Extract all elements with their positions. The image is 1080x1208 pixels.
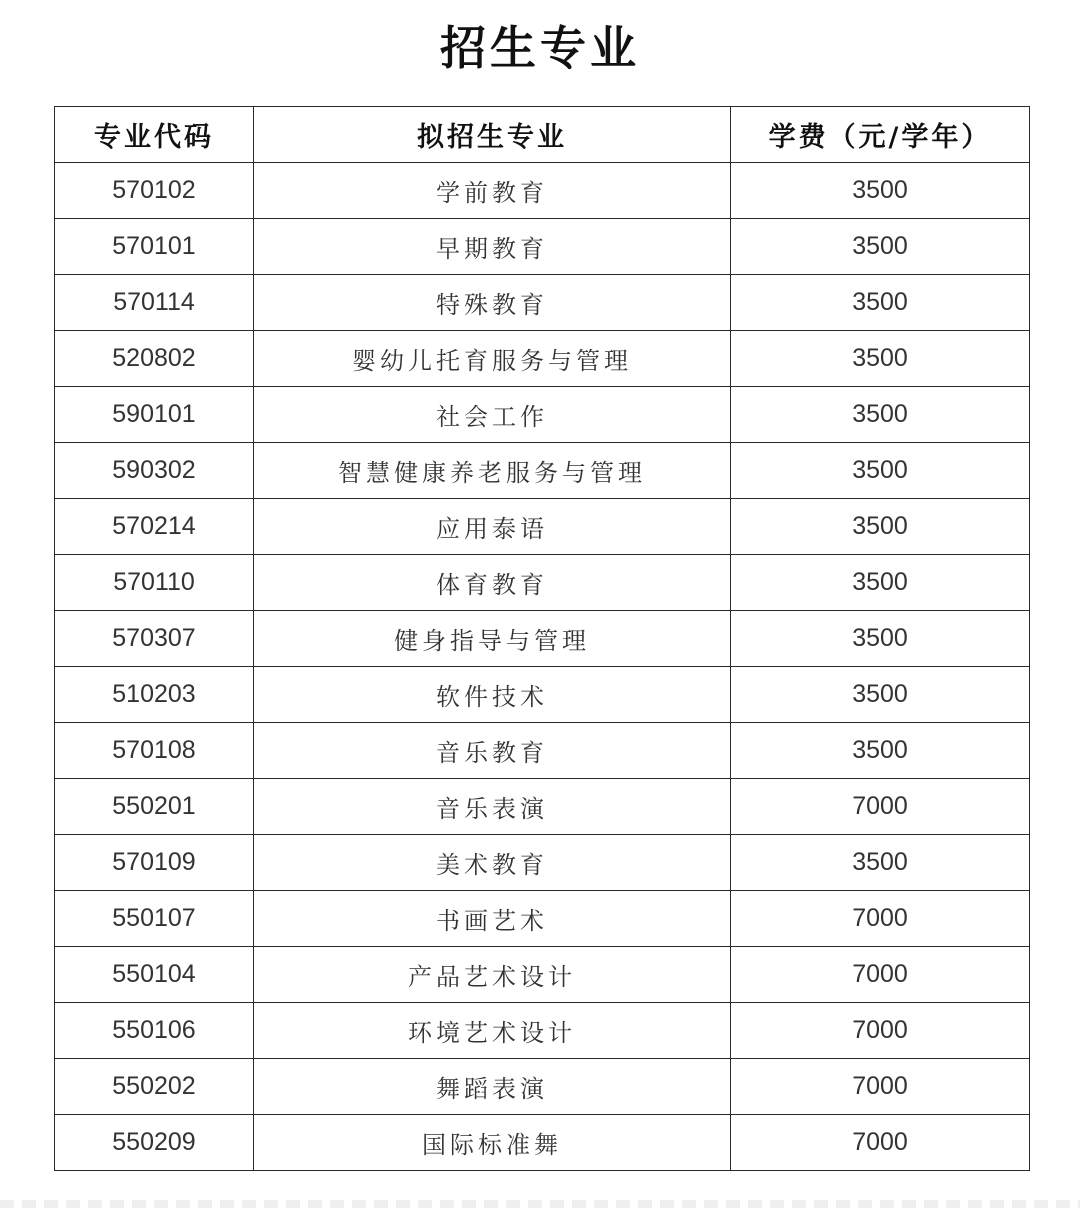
table-body xyxy=(55,163,1030,1171)
table-row xyxy=(55,723,1030,779)
tuition-cell: 3500 xyxy=(731,667,1030,723)
major-name-cell: 音乐表演 xyxy=(254,779,731,835)
table-row xyxy=(55,331,1030,387)
table-row xyxy=(55,275,1030,331)
majors-table xyxy=(54,106,1030,1171)
major-name-cell: 智慧健康养老服务与管理 xyxy=(254,443,731,499)
table-row xyxy=(55,219,1030,275)
table-row xyxy=(55,779,1030,835)
tuition-cell: 3500 xyxy=(731,723,1030,779)
tuition-cell: 7000 xyxy=(731,1059,1030,1115)
major-name-cell: 特殊教育 xyxy=(254,275,731,331)
tuition-cell: 3500 xyxy=(731,443,1030,499)
major-code-cell: 570214 xyxy=(55,499,254,555)
major-code-cell: 570114 xyxy=(55,275,254,331)
table-row xyxy=(55,947,1030,1003)
major-name-cell: 婴幼儿托育服务与管理 xyxy=(254,331,731,387)
major-name-cell: 音乐教育 xyxy=(254,723,731,779)
major-code-cell: 550107 xyxy=(55,891,254,947)
tuition-cell: 3500 xyxy=(731,219,1030,275)
major-name-cell: 早期教育 xyxy=(254,219,731,275)
major-code-cell: 590302 xyxy=(55,443,254,499)
header-major-name: 拟招生专业 xyxy=(254,107,731,163)
table-row xyxy=(55,1003,1030,1059)
major-code-cell: 550104 xyxy=(55,947,254,1003)
tuition-cell: 3500 xyxy=(731,275,1030,331)
header-row xyxy=(55,107,1030,163)
tuition-cell: 3500 xyxy=(731,611,1030,667)
cropped-text-strip xyxy=(0,1200,1080,1208)
tuition-cell: 7000 xyxy=(731,1003,1030,1059)
major-code-cell: 570307 xyxy=(55,611,254,667)
major-code-cell: 570109 xyxy=(55,835,254,891)
major-name-cell: 国际标准舞 xyxy=(254,1115,731,1171)
major-name-cell: 社会工作 xyxy=(254,387,731,443)
table-row xyxy=(55,667,1030,723)
major-code-cell: 510203 xyxy=(55,667,254,723)
tuition-cell: 3500 xyxy=(731,387,1030,443)
table-row xyxy=(55,499,1030,555)
table-row xyxy=(55,387,1030,443)
major-code-cell: 550209 xyxy=(55,1115,254,1171)
tuition-cell: 7000 xyxy=(731,1115,1030,1171)
table-row xyxy=(55,1059,1030,1115)
table-row xyxy=(55,611,1030,667)
major-name-cell: 舞蹈表演 xyxy=(254,1059,731,1115)
major-code-cell: 590101 xyxy=(55,387,254,443)
table-row xyxy=(55,835,1030,891)
tuition-cell: 3500 xyxy=(731,499,1030,555)
major-name-cell: 美术教育 xyxy=(254,835,731,891)
major-name-cell: 健身指导与管理 xyxy=(254,611,731,667)
header-tuition: 学费（元/学年） xyxy=(731,107,1030,163)
table-header xyxy=(55,107,1030,163)
major-name-cell: 体育教育 xyxy=(254,555,731,611)
major-name-cell: 书画艺术 xyxy=(254,891,731,947)
major-name-cell: 应用泰语 xyxy=(254,499,731,555)
major-name-cell: 产品艺术设计 xyxy=(254,947,731,1003)
major-code-cell: 570110 xyxy=(55,555,254,611)
tuition-cell: 7000 xyxy=(731,947,1030,1003)
table-row xyxy=(55,1115,1030,1171)
page-title: 招生专业 xyxy=(440,21,640,75)
tuition-cell: 3500 xyxy=(731,835,1030,891)
tuition-cell: 3500 xyxy=(731,555,1030,611)
major-name-cell: 软件技术 xyxy=(254,667,731,723)
tuition-cell: 3500 xyxy=(731,331,1030,387)
major-name-cell: 学前教育 xyxy=(254,163,731,219)
major-code-cell: 570102 xyxy=(55,163,254,219)
major-code-cell: 570108 xyxy=(55,723,254,779)
tuition-cell: 7000 xyxy=(731,891,1030,947)
tuition-cell: 7000 xyxy=(731,779,1030,835)
major-code-cell: 550202 xyxy=(55,1059,254,1115)
major-code-cell: 520802 xyxy=(55,331,254,387)
header-major-code: 专业代码 xyxy=(55,107,254,163)
major-code-cell: 550106 xyxy=(55,1003,254,1059)
tuition-cell: 3500 xyxy=(731,163,1030,219)
major-name-cell: 环境艺术设计 xyxy=(254,1003,731,1059)
major-code-cell: 570101 xyxy=(55,219,254,275)
table-row xyxy=(55,443,1030,499)
table-row xyxy=(55,555,1030,611)
table-row xyxy=(55,163,1030,219)
table-row xyxy=(55,891,1030,947)
major-code-cell: 550201 xyxy=(55,779,254,835)
